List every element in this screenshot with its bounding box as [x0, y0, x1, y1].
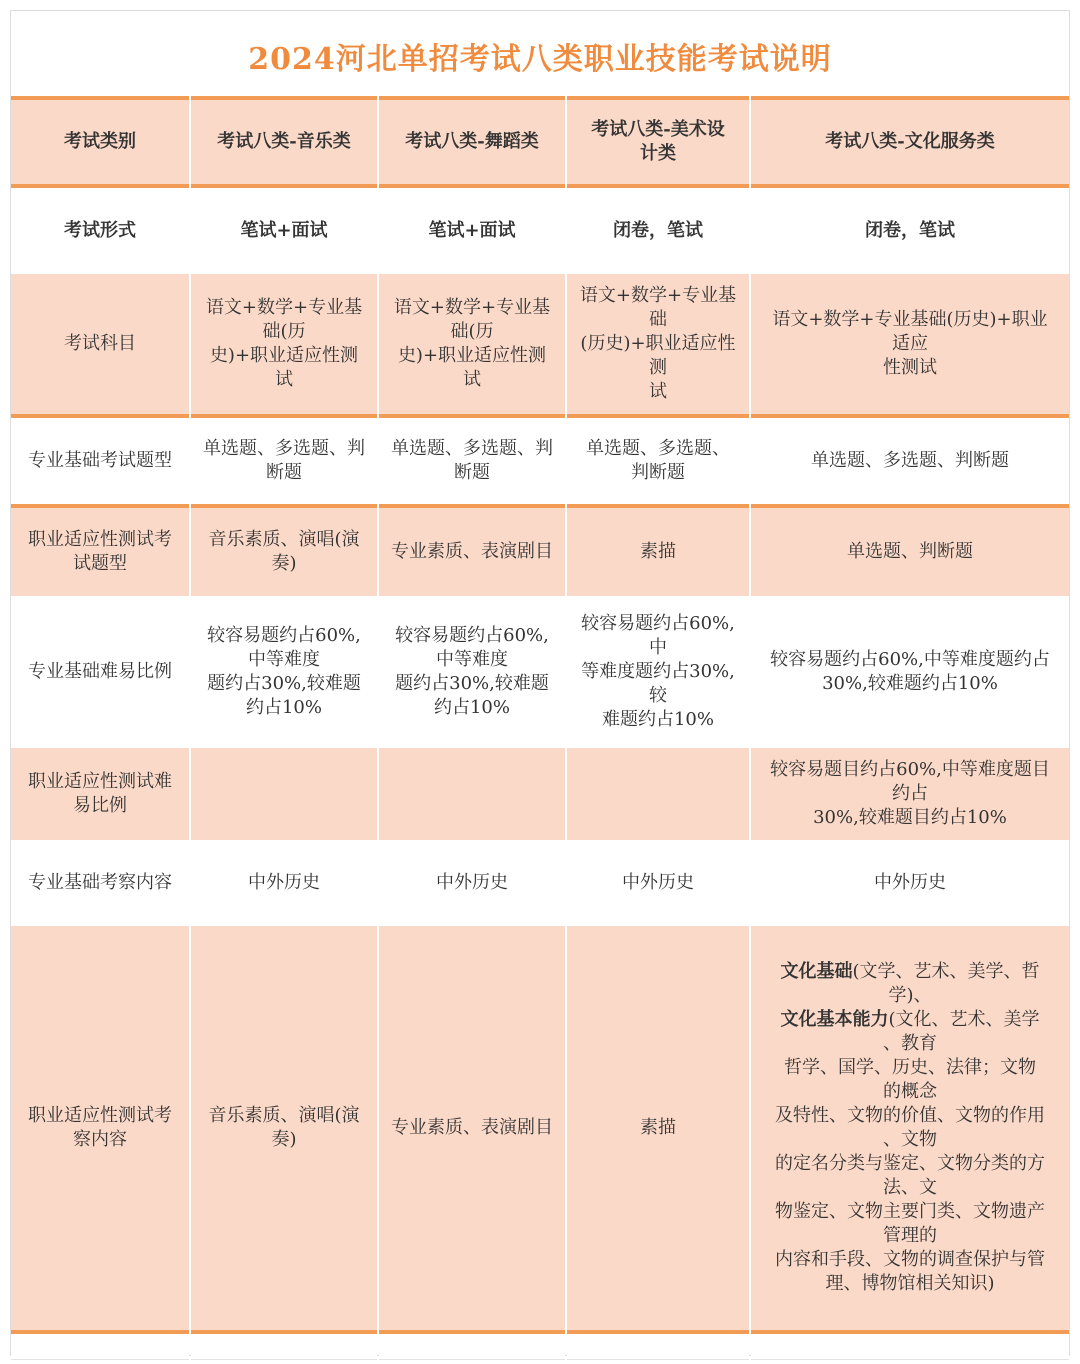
table-cell: 单选题、多选题、判 断题: [379, 418, 565, 504]
table-footer: [11, 1334, 189, 1360]
table-cell: 单选题、多选题、判 断题: [191, 418, 377, 504]
table-cell: 中外历史: [191, 840, 377, 926]
table-cell: 专业素质、表演剧目: [379, 504, 565, 596]
table-cell: 较容易题约占60%, 中等难度 题约占30%,较难题 约占10%: [191, 596, 377, 748]
table-cell: 单选题、多选题、判断题: [751, 418, 1069, 504]
row-label-vocational-difficulty: 职业适应性测试难 易比例: [11, 748, 189, 840]
table-footer: [567, 1334, 749, 1360]
culture-basis-heading: 文化基础: [780, 961, 853, 982]
detail-line: 学)、: [888, 985, 932, 1006]
table-cell: 中外历史: [751, 840, 1069, 926]
detail-line: 物鉴定、文物主要门类、文物遗产: [775, 1201, 1045, 1222]
row-label-vocational-question-types: 职业适应性测试考 试题型: [11, 504, 189, 596]
table-cell: 较容易题目约占60%,中等难度题目 约占 30%,较难题目约占10%: [751, 748, 1069, 840]
table-cell: 中外历史: [567, 840, 749, 926]
table-cell: 闭卷，笔试: [567, 188, 749, 274]
header-cell-art-design: 考试八类-美术设 计类: [567, 96, 749, 188]
row-label-basic-difficulty: 专业基础难易比例: [11, 596, 189, 748]
detail-line: 的定名分类与鉴定、文物分类的方: [775, 1153, 1045, 1174]
exam-table: [11, 96, 1069, 1360]
row-label-basic-question-types: 专业基础考试题型: [11, 418, 189, 504]
detail-line: 哲学、国学、历史、法律；文物: [784, 1057, 1036, 1078]
detail-line: 、教育: [883, 1033, 937, 1054]
detail-line: 法、文: [883, 1177, 937, 1198]
table-footer: [751, 1334, 1069, 1360]
culture-ability-text: (文化、艺术、美学: [888, 1009, 1040, 1030]
detail-line: 的概念: [883, 1081, 937, 1102]
table-cell: 音乐素质、演唱(演 奏): [191, 504, 377, 596]
header-cell-culture-service: 考试八类-文化服务类: [751, 96, 1069, 188]
table-cell: 语文+数学+专业基 础(历 史)+职业适应性测 试: [379, 274, 565, 418]
table-cell: 较容易题约占60%,中等难度题约占 30%,较难题约占10%: [751, 596, 1069, 748]
row-label-subjects: 考试科目: [11, 274, 189, 418]
table-cell: 专业素质、表演剧目: [379, 926, 565, 1334]
row-label-exam-form: 考试形式: [11, 188, 189, 274]
detail-line: 及特性、文物的价值、文物的作用: [775, 1105, 1045, 1126]
table-cell: 单选题、判断题: [751, 504, 1069, 596]
detail-line: 理、博物馆相关知识): [825, 1273, 995, 1294]
table-cell: 闭卷，笔试: [751, 188, 1069, 274]
table-footer: [379, 1334, 565, 1360]
table-cell: [567, 748, 749, 840]
row-label-basic-content: 专业基础考察内容: [11, 840, 189, 926]
table-cell: [191, 748, 377, 840]
detail-line: 管理的: [883, 1225, 937, 1246]
table-cell: 语文+数学+专业基 础(历 史)+职业适应性测 试: [191, 274, 377, 418]
table-cell: 笔试+面试: [379, 188, 565, 274]
table-cell: [379, 748, 565, 840]
table-cell: 音乐素质、演唱(演 奏): [191, 926, 377, 1334]
row-label-vocational-content: 职业适应性测试考 察内容: [11, 926, 189, 1334]
detail-line: 内容和手段、文物的调查保护与管: [775, 1249, 1045, 1270]
table-cell: 较容易题约占60%, 中等难度 题约占30%,较难题 约占10%: [379, 596, 565, 748]
table-cell: 中外历史: [379, 840, 565, 926]
table-cell: 语文+数学+专业基础(历史)+职业 适应 性测试: [751, 274, 1069, 418]
culture-ability-heading: 文化基本能力: [780, 1009, 889, 1030]
table-cell: 单选题、多选题、 判断题: [567, 418, 749, 504]
table-cell: 素描: [567, 926, 749, 1334]
table-cell: 较容易题约占60%, 中 等难度题约占30%, 较 难题约占10%: [567, 596, 749, 748]
culture-detail-text: [775, 960, 1045, 1296]
header-cell-category: 考试类别: [11, 96, 189, 188]
detail-line: 、文物: [883, 1129, 937, 1150]
page-title: 2024河北单招考试八类职业技能考试说明: [248, 42, 832, 77]
table-cell: 笔试+面试: [191, 188, 377, 274]
culture-detail-cell: [751, 926, 1069, 1334]
header-cell-music: 考试八类-音乐类: [191, 96, 377, 188]
table-footer: [191, 1334, 377, 1360]
header-cell-dance: 考试八类-舞蹈类: [379, 96, 565, 188]
table-cell: 语文+数学+专业基 础 (历史)+职业适应性 测 试: [567, 274, 749, 418]
culture-basis-text: (文学、艺术、美学、哲: [852, 961, 1040, 982]
table-cell: 素描: [567, 504, 749, 596]
